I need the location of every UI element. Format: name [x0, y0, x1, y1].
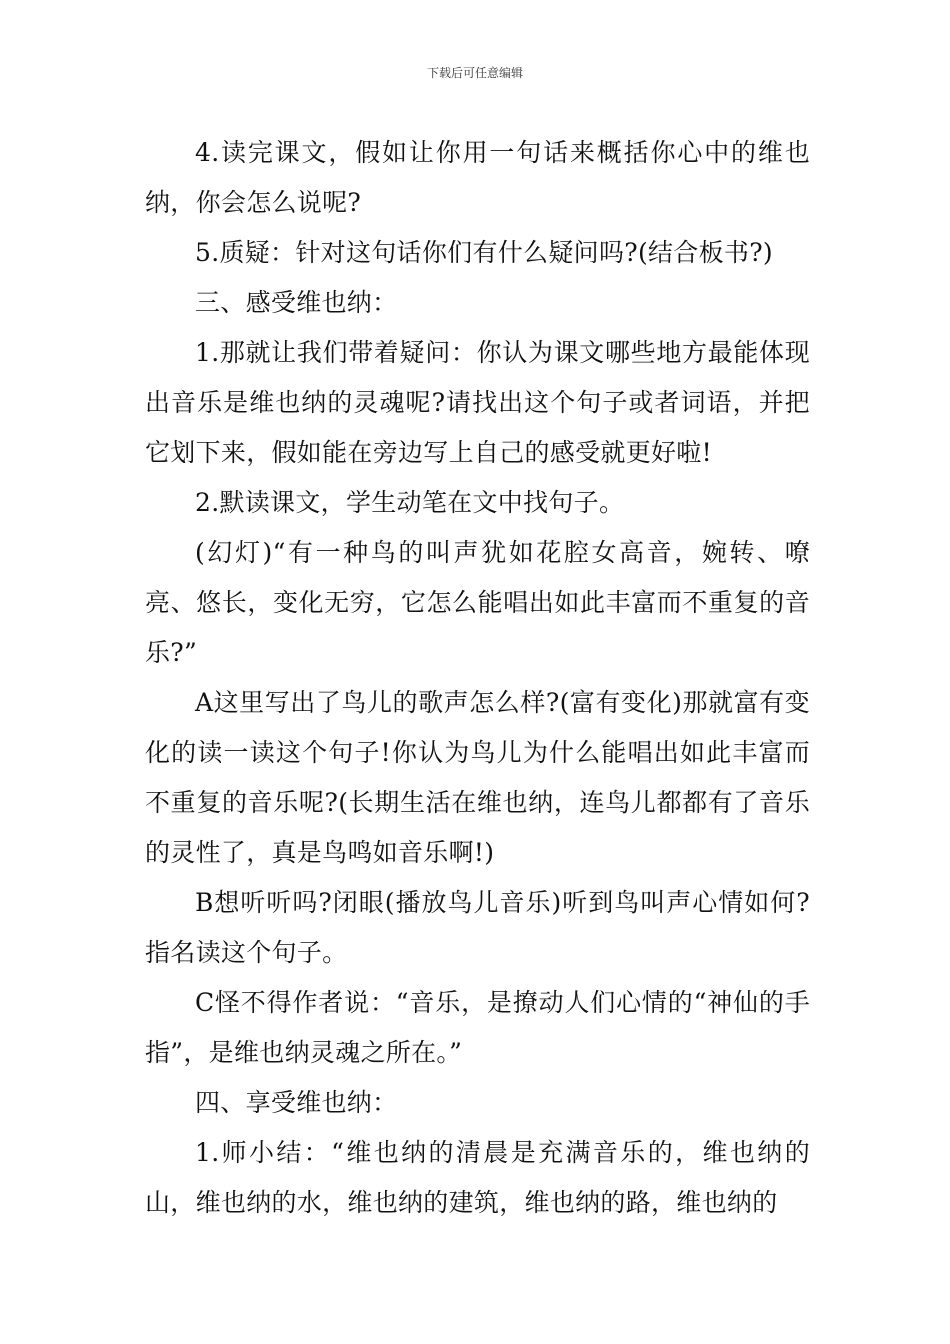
document-body — [145, 128, 810, 1228]
paragraph-point-b: B想听听吗?闭眼(播放鸟儿音乐)听到鸟叫声心情如何?指名读这个句子。 — [145, 888, 810, 967]
section-heading-enjoy-vienna: 四、享受维也纳： — [195, 1088, 398, 1117]
paragraph-point-a: A这里写出了鸟儿的歌声怎么样?(富有变化)那就富有变化的读一读这个句子!你认为鸟儿为什么能唱出如此丰富而不重复的音乐呢?(长期生活在维也纳，连鸟儿都都有了音乐的灵性了，真是鸟鸣如音乐啊!) — [145, 688, 810, 867]
paragraph-teacher-summary: 1.师小结：“维也纳的清晨是充满音乐的，维也纳的山，维也纳的水，维也纳的建筑，维也纳的路，维也纳的 — [145, 1138, 810, 1217]
paragraph-slide-quote: (幻灯)“有一种鸟的叫声犹如花腔女高音，婉转、嘹亮、悠长，变化无穷，它怎么能唱出如此丰富而不重复的音乐?” — [145, 538, 810, 667]
section-heading-feel-vienna: 三、感受维也纳： — [195, 288, 398, 317]
paragraph-question-doubt: 5.质疑：针对这句话你们有什么疑问吗?(结合板书?) — [195, 238, 773, 267]
paragraph-point-c: C怪不得作者说：“音乐，是撩动人们心情的“神仙的手指”，是维也纳灵魂之所在。” — [145, 988, 810, 1067]
paragraph-summarize-question: 4.读完课文，假如让你用一句话来概括你心中的维也纳，你会怎么说呢? — [145, 138, 810, 217]
paragraph-silent-reading: 2.默读课文，学生动笔在文中找句子。 — [195, 488, 625, 517]
page-header: 下载后可任意编辑 — [426, 66, 523, 80]
paragraph-find-sentences-task: 1.那就让我们带着疑问：你认为课文哪些地方最能体现出音乐是维也纳的灵魂呢?请找出这个句子或者词语，并把它划下来，假如能在旁边写上自己的感受就更好啦! — [145, 338, 810, 467]
